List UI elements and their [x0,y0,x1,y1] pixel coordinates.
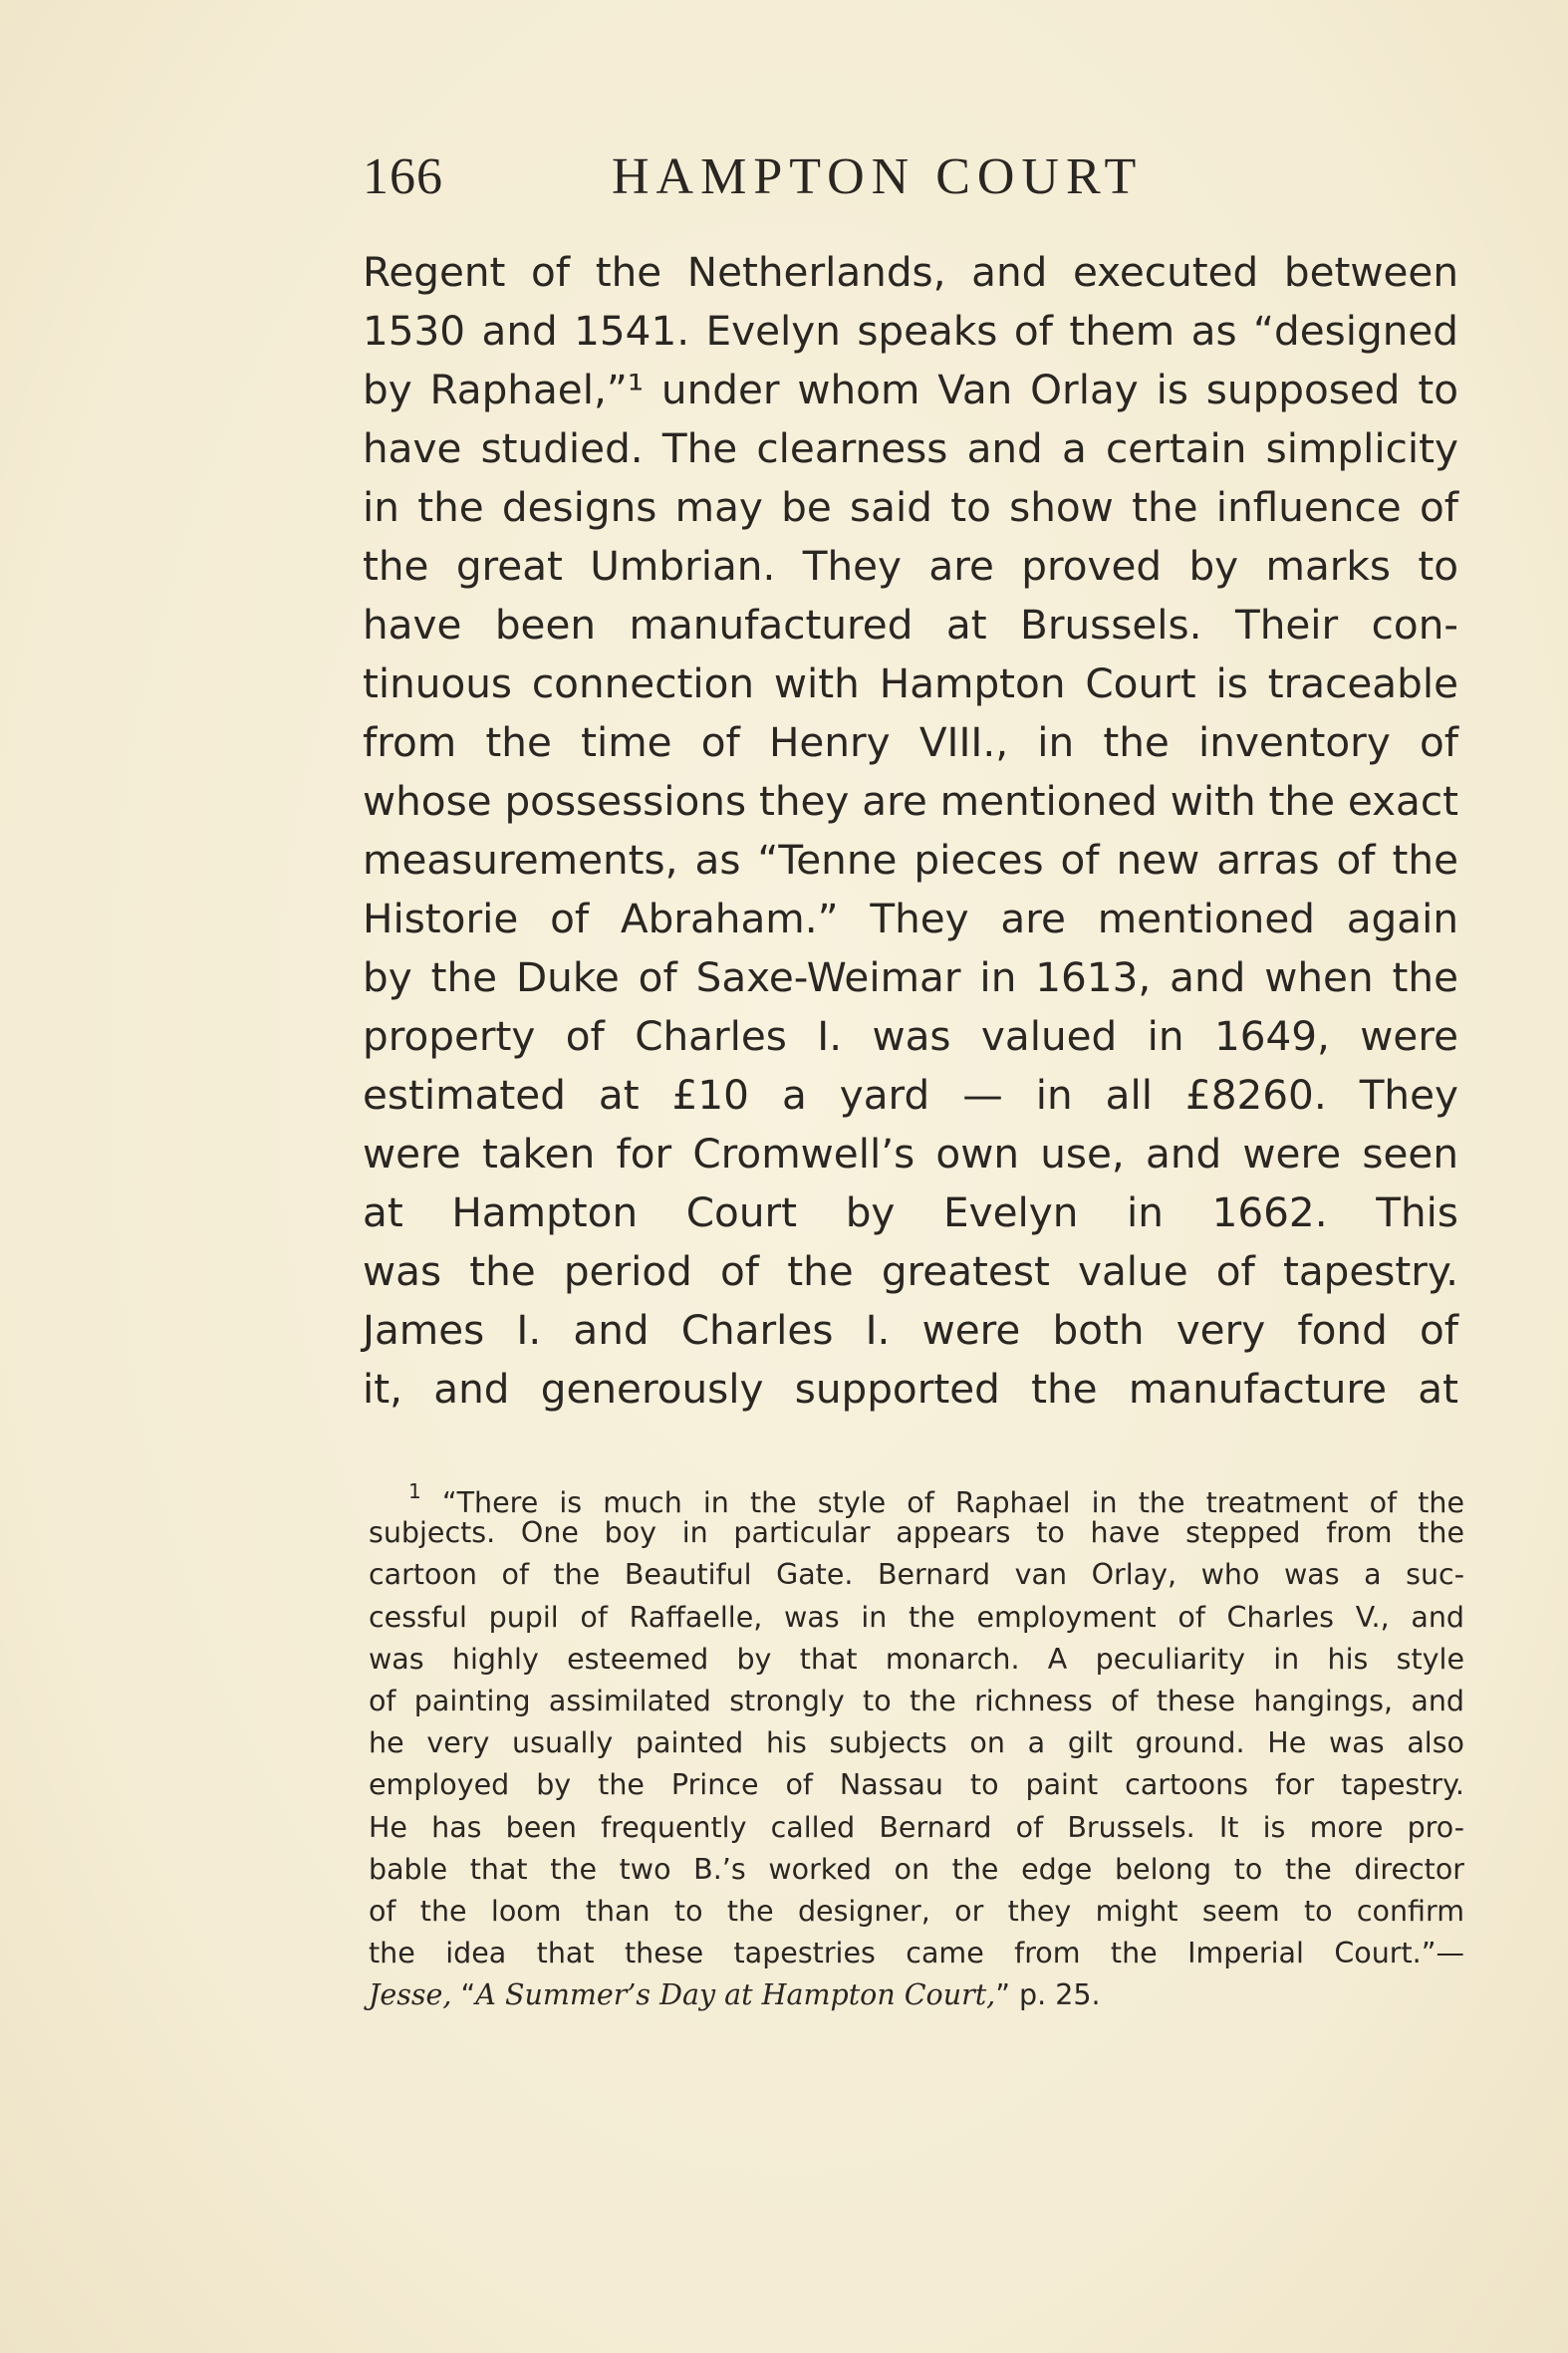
footnote-citation [369,1974,1464,2016]
running-head: HAMPTON COURT [612,148,1144,205]
body-line: estimated at £10 a yard — in all £8260. They [363,1071,1458,1119]
body-line: measurements, as “Tenne pieces of new arras of the [363,836,1458,884]
body-line: tinuous connection with Hampton Court is traceable [363,659,1458,707]
body-line: Historie of Abraham.” They are mentioned again [363,895,1458,942]
footnote-line: employed by the Prince of Nassau to paint cartoons for tapestry. [369,1768,1464,1802]
body-line: have studied. The clearness and a certain simplicity [363,424,1458,472]
page-number: 166 [363,148,443,205]
footnote [369,1470,1464,2016]
body-line: whose possessions they are mentioned with the exact [363,777,1459,825]
body-line: by the Duke of Saxe-Weimar in 1613, and when the [363,953,1458,1001]
body-line: was the period of the greatest value of tapestry. [363,1247,1458,1295]
footnote-line: He has been frequently called Bernard of Brussels. It is more pro- [369,1810,1464,1844]
footnote-line: the idea that these tapestries came from the Imperial Court.”— [369,1937,1464,1970]
footnote-line: bable that the two B.’s worked on the edge belong to the director [369,1852,1464,1886]
footnote-line: he very usually painted his subjects on a gilt ground. He was also [369,1726,1464,1760]
body-line: by Raphael,”¹ under whom Van Orlay is supposed to [363,366,1458,413]
page-header [363,147,1458,207]
body-line: have been manufactured at Brussels. Their con- [363,601,1458,649]
footnote-line: cartoon of the Beautiful Gate. Bernard van Orlay, who was a suc- [369,1558,1464,1592]
body-line: in the designs may be said to show the influence of [363,483,1458,531]
body-line: from the time of Henry VIII., in the inventory of [363,718,1458,766]
citation-close-quote: ” [995,1978,1010,2012]
body-line: at Hampton Court by Evelyn in 1662. This [363,1188,1458,1236]
citation-page: p. 25. [1019,1978,1101,2012]
footnote-line: was highly esteemed by that monarch. A peculiarity in his style [369,1642,1464,1676]
body-line: Regent of the Netherlands, and executed between [363,248,1458,296]
footnote-line: subjects. One boy in particular appears to have stepped from the [369,1516,1464,1550]
body-line: 1530 and 1541. Evelyn speaks of them as “designed [363,307,1458,355]
citation-open-quote: “ [460,1978,476,2012]
body-line: the great Umbrian. They are proved by marks to [363,542,1458,590]
body-line: were taken for Cromwell’s own use, and were seen [363,1130,1458,1177]
citation-author: Jesse, [369,1978,452,2012]
footnote-line: of the loom than to the designer, or they might seem to confirm [369,1894,1464,1928]
body-text [363,243,1458,1419]
body-line: it, and generously supported the manufacture at [363,1365,1458,1413]
body-line: James I. and Charles I. were both very fond of [363,1306,1458,1354]
citation-title: A Summer’s Day at Hampton Court, [475,1978,996,2012]
footnote-line-text: “There is much in the style of Raphael in the treatment of the [441,1486,1464,1519]
footnote-marker: 1 [408,1479,421,1503]
footnote-line: cessful pupil of Raffaelle, was in the employment of Charles V., and [369,1600,1464,1634]
body-line: property of Charles I. was valued in 1649, were [363,1012,1458,1060]
footnote-line [369,1470,1464,1519]
footnote-line: of painting assimilated strongly to the richness of these hangings, and [369,1684,1464,1717]
